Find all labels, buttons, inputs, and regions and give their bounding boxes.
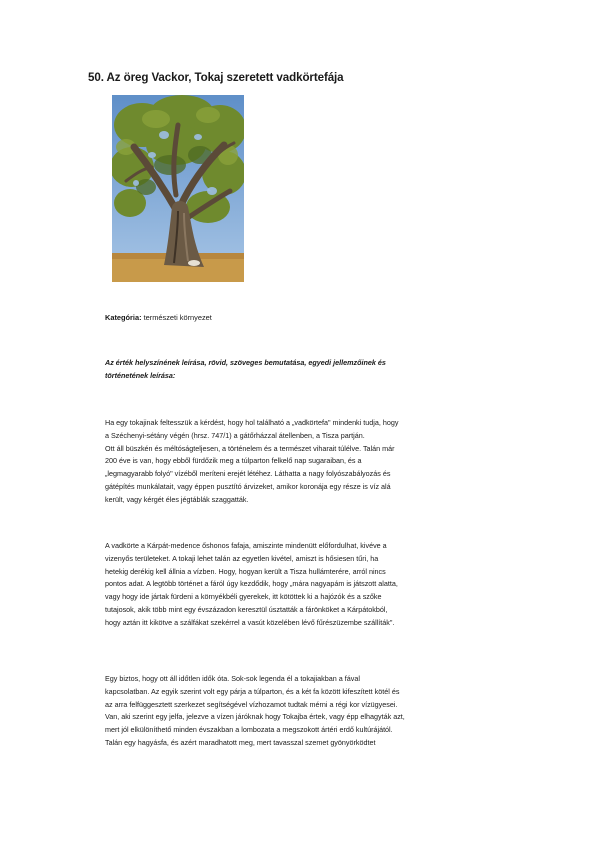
- paragraph-2: [105, 540, 525, 630]
- tree-photo: [112, 95, 244, 282]
- text-line: hetekig derékig kell állnia a vízben. Hogy, hogyan került a Tisza hullámterére, arról nincs: [105, 566, 386, 576]
- text-line: gátépítés munkálatait, vagy éppen pusztító árvizeket, amikor koronája egy része is víz alá: [105, 481, 391, 491]
- text-line: tutajosok, akik több mint egy évszázadon keresztül úsztatták a fárönköket a Kárpátokból,: [105, 604, 388, 614]
- paragraph-1: [105, 417, 525, 507]
- text-line: „legmagyarabb folyó" vízéből meríteni erejét létéhez. Láthatta a nagy folyószabályozás és: [105, 469, 391, 479]
- section-heading: [105, 357, 515, 382]
- text-line: Egy biztos, hogy ott áll időtlen idők óta. Sok-sok legenda él a tokajiakban a fával: [105, 674, 360, 683]
- text-line: mert jól elkülöníthető minden évszakban a lombozata a megszokott ártéri erdő kultúrájától.: [105, 725, 393, 735]
- text-line: a Széchenyi-sétány végén (hrsz. 747/1) a gátőrházzal átellenben, a Tisza partján.: [105, 430, 365, 440]
- section-heading-line: történetének leírása:: [105, 370, 176, 380]
- tree-photo-image: [112, 95, 244, 282]
- text-line: A vadkörte a Kárpát-medence őshonos fafaja, amiszinte mindenütt előfordulhat, kivéve a: [105, 541, 387, 550]
- section-heading-line: Az érték helyszínének leírása, rövid, szöveges bemutatása, egyedi jellemzőinek és: [105, 358, 386, 367]
- text-line: került, vagy kérgét éles jégtáblák szaggatták.: [105, 494, 249, 504]
- category-label: Kategória:: [105, 313, 142, 322]
- text-line: kapcsolatban. Az egyik szerint volt egy párja a túlparton, és a két fa között kifeszített kötél és: [105, 686, 400, 696]
- text-line: Ha egy tokajinak feltesszük a kérdést, hogy hol található a „vadkörtefa" mindenki tudja, hogy: [105, 418, 399, 427]
- text-line: vizenyős területeket. A tokaji lehet talán az egyetlen kivétel, amiszt is hősiesen tűri, ha: [105, 553, 379, 563]
- text-line: az arra felfüggesztett szerkezet segítségével vízhozamot tudtak mérni a régi kor vízügyesei.: [105, 699, 398, 709]
- category-line: [105, 313, 212, 322]
- text-line: Ott áll büszkén és méltóságteljesen, a történelem és a természet viharait túlélve. Talán már: [105, 443, 395, 453]
- text-line: 200 éve is van, hogy ebből fürdőzik meg a túlparton felkelő nap sugaraiban, és a: [105, 456, 362, 466]
- category-value: természeti környezet: [143, 313, 212, 322]
- text-line: hogy aztán itt kikötve a szálfákat szekérrel a vasút közelében lévő fűrészüzembe szállíták".: [105, 617, 395, 627]
- page-title: 50. Az öreg Vackor, Tokaj szeretett vadkörtefája: [88, 71, 344, 84]
- text-line: vagy hogy ide jártak fürdeni a környékbéli gyerekek, itt kötöttek ki a hajózók és a szőke: [105, 592, 382, 602]
- text-line: pontos adat. A legtöbb történet a fáról úgy kezdődik, hogy „mára nagyapám is játszott alatta,: [105, 579, 398, 589]
- text-line: Talán egy hagyásfa, és azért maradhatott meg, mert tavasszal szemet gyönyörködtet: [105, 737, 376, 747]
- paragraph-3: [105, 673, 525, 750]
- text-line: Van, aki szerint egy jelfa, jelezve a vízen járóknak hogy Tokajba értek, vagy épp elhagyták azt,: [105, 712, 405, 722]
